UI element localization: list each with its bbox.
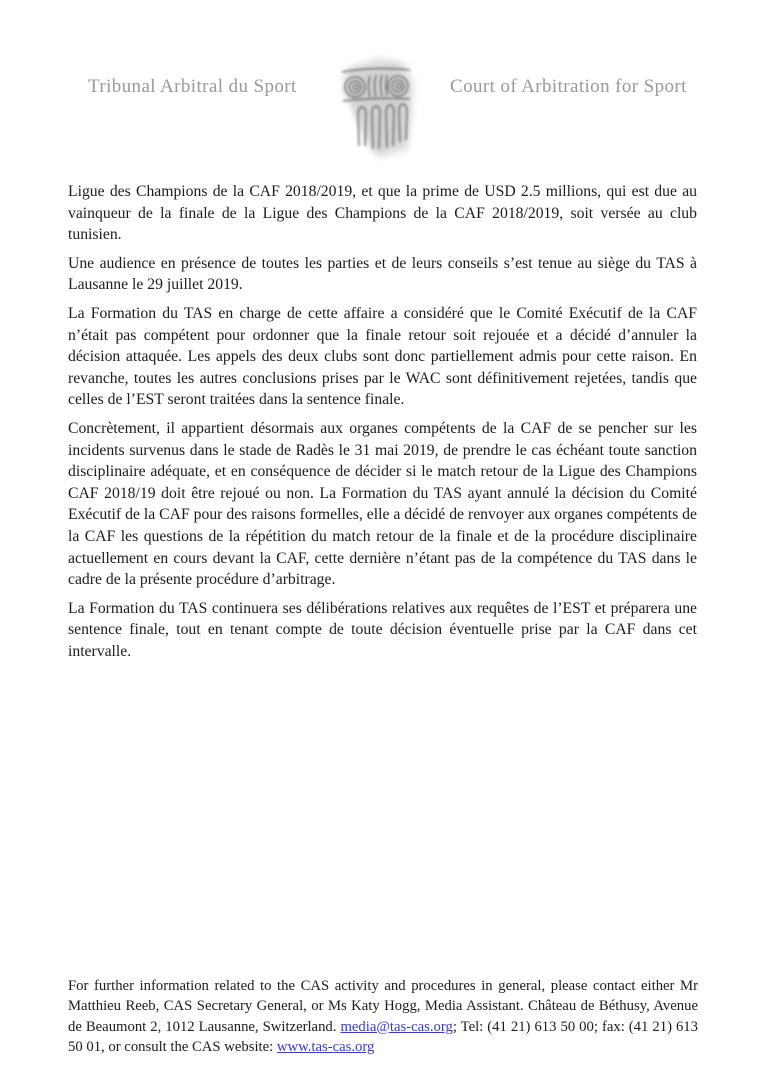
body-paragraph: La Formation du TAS en charge de cette affaire a considéré que le Comité Exécutif de la CAF n’était pas compétent pour ordonner que la finale retour soit rejouée et a décidé d’annuler la décision attaquée. Les appels des deux clubs sont donc partiellement admis pour cette raison. En revanche, toutes les autres conclusions prises par le WAC sont définitivement rejetées, tandis que celles de l’EST seront traitées dans la sentence finale. <box>68 304 697 409</box>
body-paragraph: Concrètement, il appartient désormais aux organes compétents de la CAF de se pencher sur les incidents survenus dans le stade de Radès le 31 mai 2019, de prendre le cas échéant toute sanction disciplinaire adéquate, et en conséquence de décider si le match retour de la Ligue des Champions CAF 2018/19 doit être rejoué ou non. La Formation du TAS ayant annulé la décision du Comité Exécutif de la CAF pour des raisons formelles, elle a décidé de renvoyer aux organes compétents de la CAF les questions de la répétition du match retour de la finale et de la procédure disciplinaire actuellement en cours devant la CAF, cette dernière n’étant pas de la compétence du TAS dans le cadre de la présente procédure d’arbitrage. <box>68 419 697 589</box>
body-paragraph: Ligue des Champions de la CAF 2018/2019, et que la prime de USD 2.5 millions, qui est due au vainqueur de la finale de la Ligue des Champions de la CAF 2018/2019, soit versée au club tunisien. <box>68 183 697 244</box>
website-link[interactable]: www.tas-cas.org <box>276 1038 375 1055</box>
cas-ionic-column-logo-icon <box>326 54 426 166</box>
footer-contact-text-2: ; Tel: (41 21) 613 50 00; fax: (41 21) 613 50 01, or consult the CAS website: <box>68 1018 698 1055</box>
header-title-english: Court of Arbitration for Sport <box>450 76 687 97</box>
press-release-body <box>68 181 697 669</box>
body-paragraph: La Formation du TAS continuera ses délibérations relatives aux requêtes de l’EST et préparera une sentence finale, tout en tenant compte de toute décision éventuelle prise par la CAF dans cet intervalle. <box>68 599 697 660</box>
header-title-french: Tribunal Arbitral du Sport <box>88 76 297 97</box>
footer-contact-text: For further information related to the CAS activity and procedures in general, please contact either Mr Matthieu Reeb, CAS Secretary General, or Ms Katy Hogg, Media Assistant. Château de Béthusy, Avenue de Beaumont 2, 1012 Lausanne, Switzerland. <box>68 978 698 1035</box>
body-paragraph: Une audience en présence de toutes les parties et de leurs conseils s’est tenue au siège du TAS à Lausanne le 29 juillet 2019. <box>68 254 697 294</box>
contact-footer <box>68 976 698 1057</box>
email-link[interactable]: media@tas-cas.org <box>340 1018 453 1035</box>
